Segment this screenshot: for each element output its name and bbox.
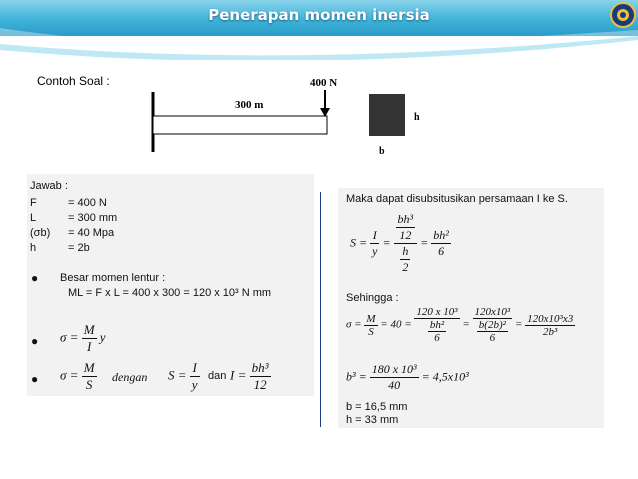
- moment-equation: ML = F x L = 400 x 300 = 120 x 10³ N mm: [68, 287, 272, 299]
- bullet-icon: ●: [31, 372, 39, 386]
- given-f-sym: F: [30, 197, 37, 209]
- dengan-word: dengan: [112, 370, 148, 384]
- beam-figure: [145, 72, 425, 162]
- sehingga-label: Sehingga :: [346, 292, 399, 304]
- b-result: b = 16,5 mm: [346, 401, 408, 413]
- bullet-icon: ●: [31, 334, 39, 348]
- beam-length-label: 300 m: [235, 99, 264, 111]
- slide-title: Penerapan momen inersia: [208, 6, 430, 24]
- s-substitution-equation: S = $\frac{I}{y}$ = $\frac{\frac{\text{bh³}}{12}}{\frac{h}{2}}$ = $\frac{\text{bh²}}{6}$: [350, 212, 449, 274]
- sigma-equation-2: σ = $\frac{M}{S}$: [60, 360, 95, 392]
- sigma-substitution-equation: σ = $\frac{M}{S}$ = 40 = $\frac{\text{120 x 10³}}{\frac{\text{bh²}}{6}}$ = $\frac{\text{120x10³}}{\frac{\text{b(2b)²}}{6}}$ = $\frac{\text{120x10³x3}}{\text{2b³}}$: [346, 306, 574, 344]
- given-h-sym: h: [30, 242, 37, 254]
- width-label: b: [379, 146, 385, 157]
- given-h-val: = 2b: [68, 242, 90, 254]
- given-sigma-sym: (σb): [30, 227, 51, 239]
- moment-heading: Besar momen lentur :: [60, 272, 166, 284]
- given-sigma-val: = 40 Mpa: [68, 227, 115, 239]
- column-divider: [320, 192, 321, 427]
- b-cubed-equation: b³ = $\frac{\text{180 x 10³}}{40}$ = 4,5x10³: [346, 362, 469, 392]
- dan-word: dan: [208, 370, 227, 382]
- given-f-val: = 400 N: [68, 197, 107, 209]
- bullet-icon: ●: [31, 271, 39, 285]
- given-l-val: = 300 mm: [68, 212, 118, 224]
- university-logo-icon: [610, 2, 636, 28]
- answer-heading: Jawab :: [30, 180, 68, 192]
- section-modulus-equation: S = $\frac{I}{y}$: [168, 360, 198, 392]
- example-label: Contoh Soal :: [37, 74, 110, 88]
- given-l-sym: L: [30, 212, 37, 224]
- slide-header: [0, 0, 638, 36]
- inertia-equation: I = $\frac{\text{bh³}}{12}$: [230, 360, 269, 392]
- sigma-equation-1: σ = $\frac{M}{I}$ y: [60, 322, 106, 354]
- substitution-intro: Maka dapat disubsitusikan persamaan I ke S.: [346, 193, 568, 205]
- force-label: 400 N: [310, 77, 338, 89]
- h-result: h = 33 mm: [346, 414, 399, 426]
- height-label: h: [414, 112, 420, 123]
